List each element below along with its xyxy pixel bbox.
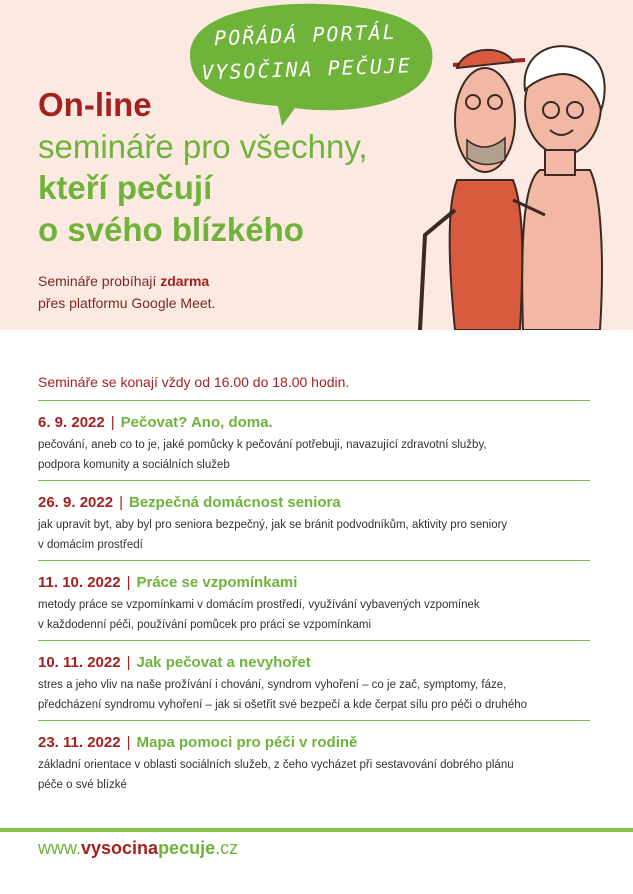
session-separator: |	[119, 494, 123, 511]
session-date: 11. 10. 2022	[38, 574, 121, 591]
intro-text	[38, 270, 215, 314]
session-separator: |	[126, 734, 131, 751]
session-separator: |	[110, 414, 115, 431]
session-date: 6. 9. 2022	[38, 414, 105, 431]
url-part-2: pecuje	[158, 838, 216, 858]
session-desc-line: pečování, aneb co to je, jaké pomůcky k pečování potřebuji, navazující zdravotní služby,	[38, 439, 487, 451]
session-title: Mapa pomoci pro péči v rodině	[136, 734, 358, 751]
intro-prefix: Semináře probíhají	[38, 273, 157, 289]
title-online: On-line	[38, 86, 152, 123]
bubble-line-2: VYSOČINA PEČUJE	[200, 53, 413, 85]
session-desc-line: předcházení syndromu vyhoření – jak si ošetřit své bezpečí a kde čerpat sílu pro péči o druhého	[38, 699, 528, 711]
session-desc-line: jak upravit byt, aby byl pro seniora bezpečný, jak se bránit podvodníkům, aktivity pro seniory	[38, 519, 508, 531]
session-title: Práce se vzpomínkami	[136, 574, 298, 591]
session-date: 26. 9. 2022	[38, 494, 114, 511]
session-desc-line: podpora komunity a sociálních služeb	[38, 459, 230, 471]
session-desc-line: v každodenní péči, používání pomůcek pro práci se vzpomínkami	[38, 619, 372, 631]
session-separator: |	[126, 654, 131, 671]
session-date: 10. 11. 2022	[38, 654, 121, 671]
title-caregivers: kteří pečují	[38, 169, 213, 206]
footer-divider	[0, 828, 633, 832]
session-list	[38, 400, 590, 800]
session-item	[38, 560, 590, 640]
session-desc-line: základní orientace v oblasti sociálních služeb, z čeho vycházet při sestavování dobrého plánu	[38, 759, 514, 771]
session-title: Jak pečovat a nevyhořet	[136, 654, 311, 671]
session-item	[38, 480, 590, 560]
session-item	[38, 400, 590, 480]
session-item	[38, 720, 590, 800]
session-item	[38, 640, 590, 720]
bubble-line-1: POŘÁDÁ PORTÁL	[213, 19, 398, 51]
title-loved-one: o svého blízkého	[38, 211, 304, 248]
url-suffix: .cz	[215, 838, 239, 858]
session-desc-line: stres a jeho vliv na naše prožívání i chování, syndrom vyhoření – co je zač, symptomy, fáze,	[38, 679, 507, 691]
schedule-note: Semináře se konají vždy od 16.00 do 18.00 hodin.	[38, 374, 350, 390]
url-prefix: www.	[38, 838, 82, 858]
session-title: Bezpečná domácnost seniora	[128, 494, 341, 511]
elderly-couple-illustration	[395, 30, 633, 330]
title-subtitle: semináře pro všechny,	[38, 128, 368, 165]
session-date: 23. 11. 2022	[38, 734, 121, 751]
intro-platform: přes platformu Google Meet.	[38, 295, 216, 311]
session-desc-line: v domácím prostředí	[38, 539, 143, 551]
session-title: Pečovat? Ano, doma.	[120, 414, 273, 431]
session-desc-line: metody práce se vzpomínkami v domácím prostředí, využívání vybavených vzpomínek	[38, 599, 480, 611]
bubble-text	[195, 14, 417, 90]
session-separator: |	[126, 574, 131, 591]
session-desc-line: péče o své blízké	[38, 779, 127, 791]
url-part-1: vysocina	[81, 838, 159, 858]
footer-website-link[interactable]	[38, 838, 238, 859]
intro-free: zdarma	[160, 273, 210, 289]
